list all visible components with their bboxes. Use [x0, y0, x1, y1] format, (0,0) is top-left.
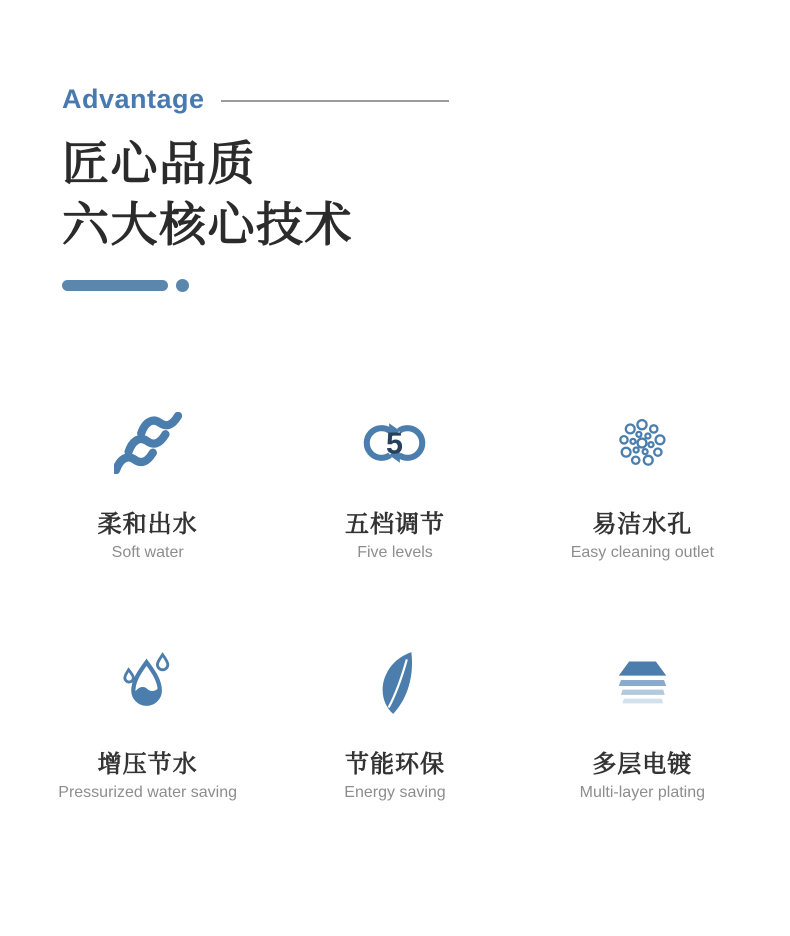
feature-subtitle: Multi-layer plating [579, 784, 706, 801]
feature-five-levels [271, 404, 518, 562]
underline-bar [62, 280, 168, 291]
page-title-line1: 匠心品质 [62, 137, 256, 190]
feature-title: 易洁水孔 [592, 511, 693, 538]
feature-title: 节能环保 [344, 751, 445, 778]
water-drop-icon [121, 644, 174, 722]
feature-title: 五档调节 [344, 511, 445, 538]
eyebrow-divider-line [221, 100, 449, 102]
feature-soft-water [24, 404, 271, 562]
eyebrow-label: Advantage [62, 84, 205, 114]
leaf-icon [375, 644, 415, 722]
feature-title: 增压节水 [97, 751, 198, 778]
outlet-holes-icon [613, 404, 671, 482]
feature-subtitle: Easy cleaning outlet [570, 544, 714, 561]
plating-layers-icon [611, 644, 674, 722]
feature-multilayer-plating [519, 644, 766, 802]
waves-icon [114, 404, 182, 482]
feature-subtitle: Energy saving [344, 784, 446, 801]
feature-subtitle: Soft water [111, 544, 184, 561]
five-levels-badge: 5 [386, 426, 404, 461]
feature-subtitle: Pressurized water saving [58, 784, 238, 801]
feature-subtitle: Five levels [357, 544, 433, 561]
feature-title: 柔和出水 [97, 511, 198, 538]
page-title [62, 133, 790, 255]
cycle-5-icon [361, 404, 428, 482]
underline-dot [176, 279, 189, 292]
feature-grid [24, 404, 766, 802]
feature-title: 多层电镀 [592, 751, 693, 778]
page-title-line2: 六大核心技术 [62, 198, 353, 251]
eyebrow-row [62, 84, 790, 115]
feature-easy-cleaning [519, 404, 766, 562]
feature-energy-saving [271, 644, 518, 802]
feature-water-saving [24, 644, 271, 802]
title-underline [62, 279, 790, 292]
header [0, 0, 790, 292]
